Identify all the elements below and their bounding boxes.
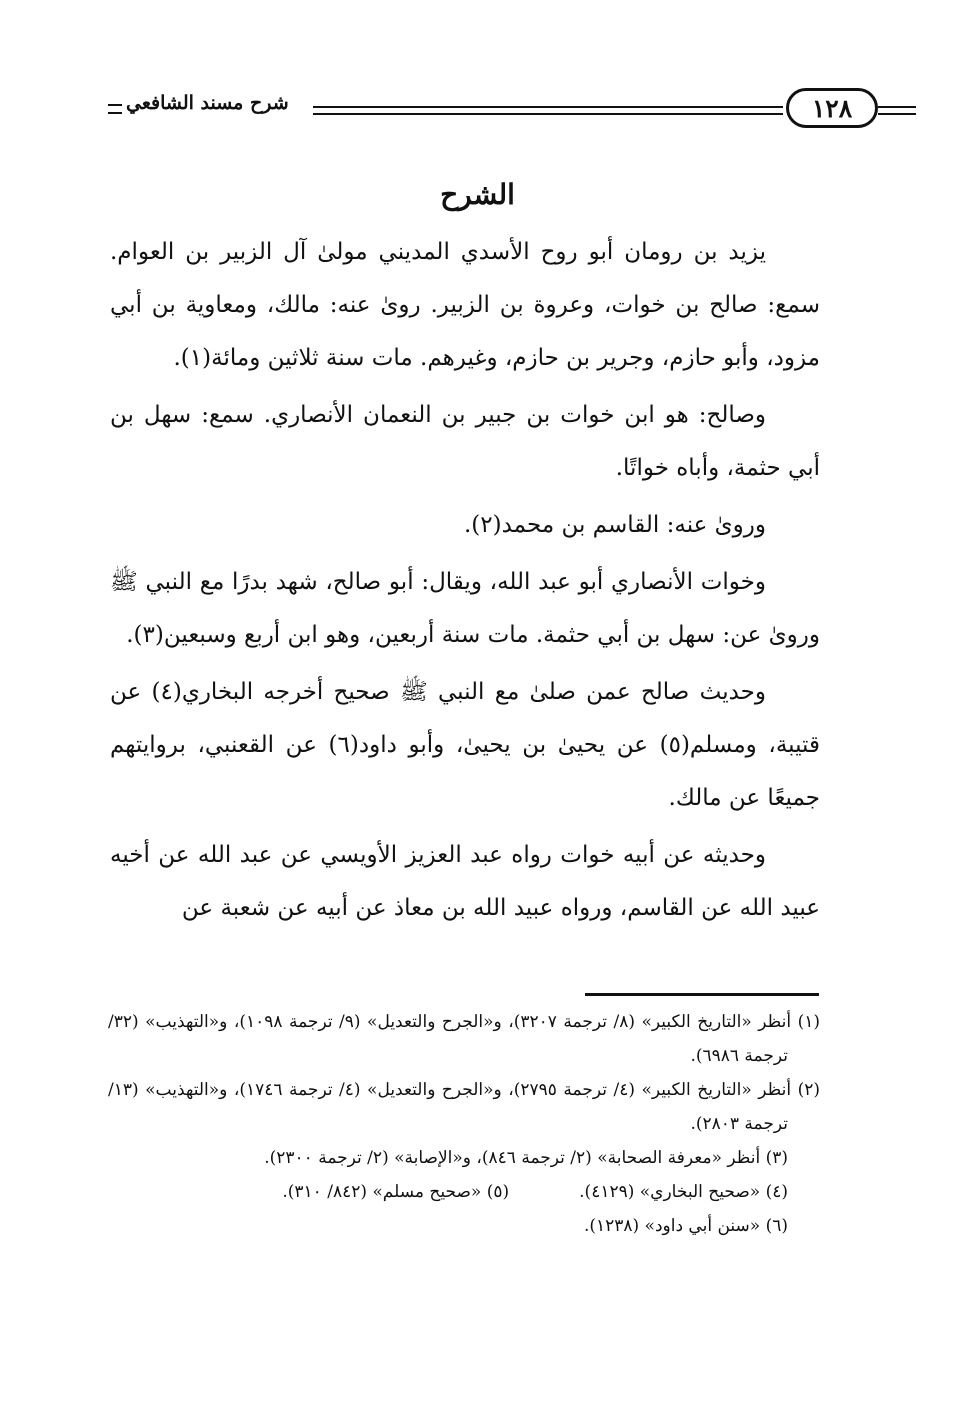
paragraph: وحديثه عن أبيه خوات رواه عبد العزيز الأويسي عن عبد الله عن أخيه عبيد الله عن القاسم، ورواه عبيد الله بن معاذ عن أبيه عن شعبة عن (110, 842, 820, 921)
footnote: (٥) «صحيح مسلم» (٨٤٢/ ٣١٠). (282, 1182, 510, 1202)
paragraph: وروىٰ عنه: القاسم بن محمد(٢). (463, 512, 766, 538)
footnote: (٦) «سنن أبي داود» (١٢٣٨). (583, 1216, 788, 1236)
main-text (110, 226, 820, 939)
footnote: (١) أنظر «التاريخ الكبير» (٨/ ترجمة ٣٢٠٧)، و«الجرح والتعديل» (٩/ ترجمة ١٠٩٨)، و«التهذيب» (٣٢/ ترجمة ٦٩٨٦). (108, 1012, 820, 1066)
footnotes (108, 1005, 820, 1243)
footnote: (٢) أنظر «التاريخ الكبير» (٤/ ترجمة ٢٧٩٥)، و«الجرح والتعديل» (٤/ ترجمة ١٧٤٦)، و«التهذيب» (١٣/ ترجمة ٢٨٠٣). (108, 1080, 820, 1134)
paragraph: يزيد بن رومان أبو روح الأسدي المديني مولىٰ آل الزبير بن العوام. سمع: صالح بن خوات، وعروة بن الزبير. روىٰ عنه: مالك، ومعاوية بن أبي مزود، وأبو حازم، وجرير بن حازم، وغيرهم. مات سنة ثلاثين ومائة(١). (110, 239, 820, 371)
paragraph: وخوات الأنصاري أبو عبد الله، ويقال: أبو صالح، شهد بدرًا مع النبي ﷺ وروىٰ عن: سهل بن أبي حثمة. مات سنة أربعين، وهو ابن أربع وسبعين(٣). (110, 569, 820, 648)
footnote: (٣) أنظر «معرفة الصحابة» (٢/ ترجمة ٨٤٦)، و«الإصابة» (٢/ ترجمة ٢٣٠٠). (264, 1148, 788, 1168)
book-title: شرح مسند الشافعي (108, 92, 289, 114)
page-number: ١٢٨ (786, 88, 878, 128)
header-rule (313, 106, 783, 115)
paragraph: وصالح: هو ابن خوات بن جبير بن النعمان الأنصاري. سمع: سهل بن أبي حثمة، وأباه خواتًا. (110, 402, 820, 481)
paragraph: وحديث صالح عمن صلىٰ مع النبي ﷺ صحيح أخرجه البخاري(٤) عن قتيبة، ومسلم(٥) عن يحيىٰ بن يحيىٰ، وأبو داود(٦) عن القعنبي، بروايتهم جميعًا عن مالك. (110, 679, 820, 811)
running-header (108, 90, 853, 138)
footnote-row (108, 1175, 820, 1209)
footnote-separator (585, 993, 819, 996)
footnote: (٤) «صحيح البخاري» (٤١٢٩). (579, 1182, 788, 1202)
section-title: الشرح (440, 178, 515, 211)
header-rule-end (878, 106, 916, 115)
